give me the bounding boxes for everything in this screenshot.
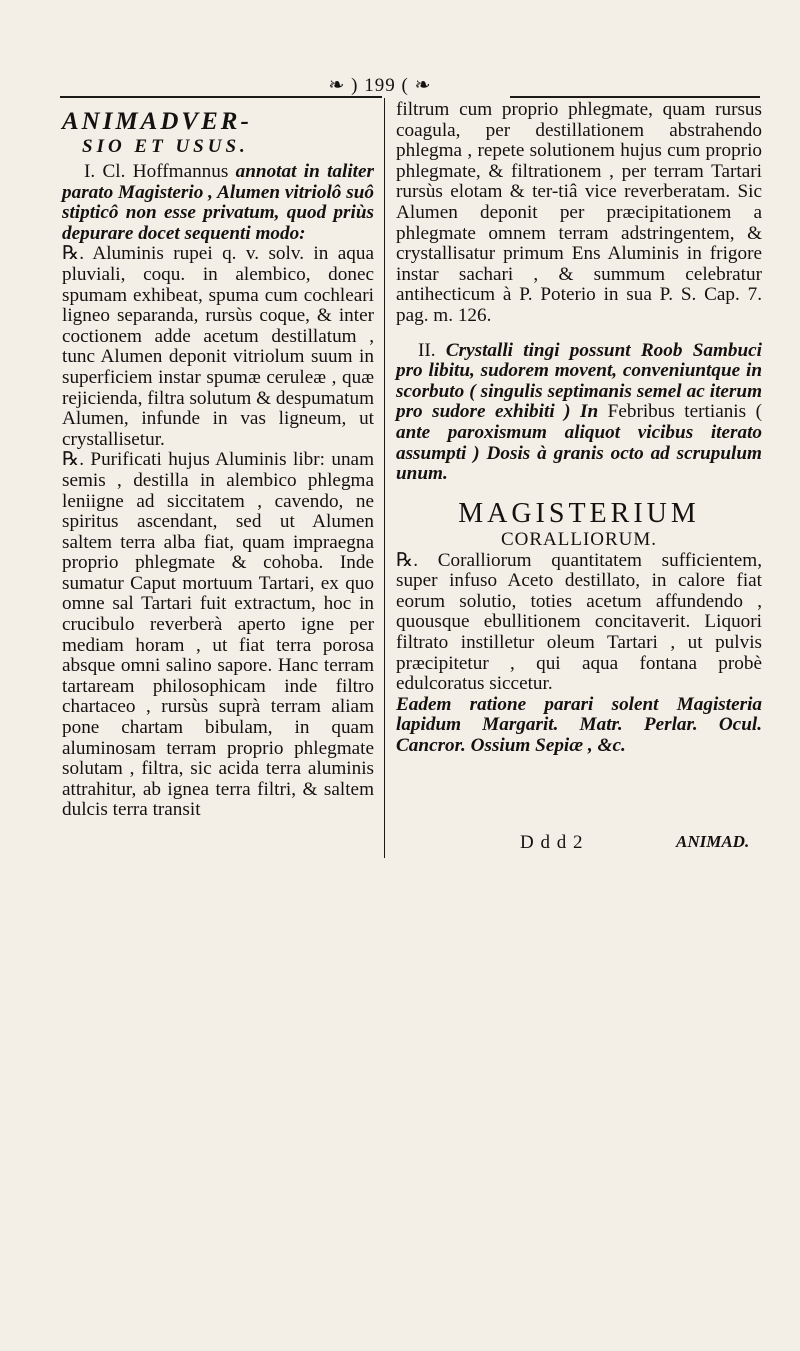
uses-lead: II.: [418, 339, 446, 361]
uses-italic: Crystalli tingi possunt Roob Sambuci pro libitu, sudorem movent, conveniuntque in scorbuto ( singulis septimanis semel ac iterum pro sudore exhibiti ) In: [396, 339, 762, 423]
section-title: ANIMADVER-: [62, 108, 252, 135]
catchword: ANIMAD.: [676, 832, 750, 851]
paragraph-uses: [396, 341, 762, 485]
left-column: [62, 102, 374, 821]
signature-mark: D d d 2: [520, 832, 584, 853]
corallium-recipe: ℞. Coralliorum quantitatem sufficientem, super infuso Aceto destillato, in calore fiat eorum solutio, toties acetum affundendo , quousque ebullitionem concitaverit. Liquori filtrato instilletur oleum Tartari , ut pulvis præcipitetur , qui aqua fontana probè edulcoratus siccetur.: [396, 549, 762, 695]
uses-italic-2: ante paroxismum aliquot vicibus iterato assumpti ) Dosis à granis octo ad scrupulum unum.: [396, 421, 762, 485]
section-subtitle: SIO ET USUS.: [82, 136, 249, 157]
magisterium-heading: MAGISTERIUM: [458, 497, 700, 529]
page-number: ❧ ) 199 ( ❧: [328, 75, 432, 96]
closing-note: Eadem ratione parari solent Magisteria lapidum Margarit. Matr. Perlar. Ocul. Cancror. Ossium Sepiæ , &c.: [396, 693, 762, 757]
column-divider: [384, 98, 385, 858]
paragraph-note: [62, 162, 374, 244]
note-italic: annotat in taliter parato Magisterio , Alumen vitriolô suô stipticô non esse privatum, quod priùs depurare docet sequenti modo:: [62, 161, 374, 244]
recipe-paragraph-2: ℞. Purificati hujus Aluminis libr: unam semis , destilla in alembico phlegma leniigne ad siccitatem , cavendo, ne spiritus ascendant, sed ut Alumen saltem terra alba fiat, quam impraegna proprio phlegmate & cohoba. Inde sumatur Caput mortuum Tartari, ex quo omne sal Tartari fuit extractum, hoc in crucibulo reverberà aperto igne per mediam horam , ut fiat terra porosa absque omni salino sapore. Hanc terram tartaream philosophicam inde filtro chartaceo , rursùs suprà terram aliam pone chartam bibulam, in quam aluminosam terram proprio phlegmate solutam , filtra, sic acida terra aluminis attrahitur, ab ignea terra filtri, & saltem dulcis terra transit: [62, 449, 374, 821]
recipe-paragraph-1: ℞. Aluminis rupei q. v. solv. in aqua pluviali, coqu. in alembico, donec spumam exhibeat, spuma cum cochleari ligneo separanda, rursùs coque, & inter coctionem adde acetum destillatum , tunc Alumen deponit vitriolum suum in superficiem instar spumæ ceruleæ , quæ rejicienda, filtra solutum & despumatum Alumen, infunde in vas ligneum, ut crystallisetur.: [62, 243, 374, 450]
continuation-paragraph: filtrum cum proprio phlegmate, quam rursus coagula, per destillationem abstrahendo phlegma , repete solutionem hujus cum proprio phlegmate, & filtrationem , per terram Tartari rursùs elotam & ter-tiâ vice reverberatam. Sic Alumen deponit per præcipitationem a phlegmate omnem terram adstringentem, & crystallisatur primum Ens Aluminis in frigore instar sachari , & summum celebratur antihecticum à P. Poterio in sua P. S. Cap. 7. pag. m. 126.: [396, 99, 762, 326]
right-column: [396, 100, 762, 757]
header-rule-right: [510, 96, 760, 98]
coralliorum-heading: CORALLIORUM.: [500, 528, 658, 550]
uses-roman: Febribus tertianis (: [607, 401, 762, 423]
note-lead: I. Cl. Hoffmannus: [84, 161, 236, 182]
